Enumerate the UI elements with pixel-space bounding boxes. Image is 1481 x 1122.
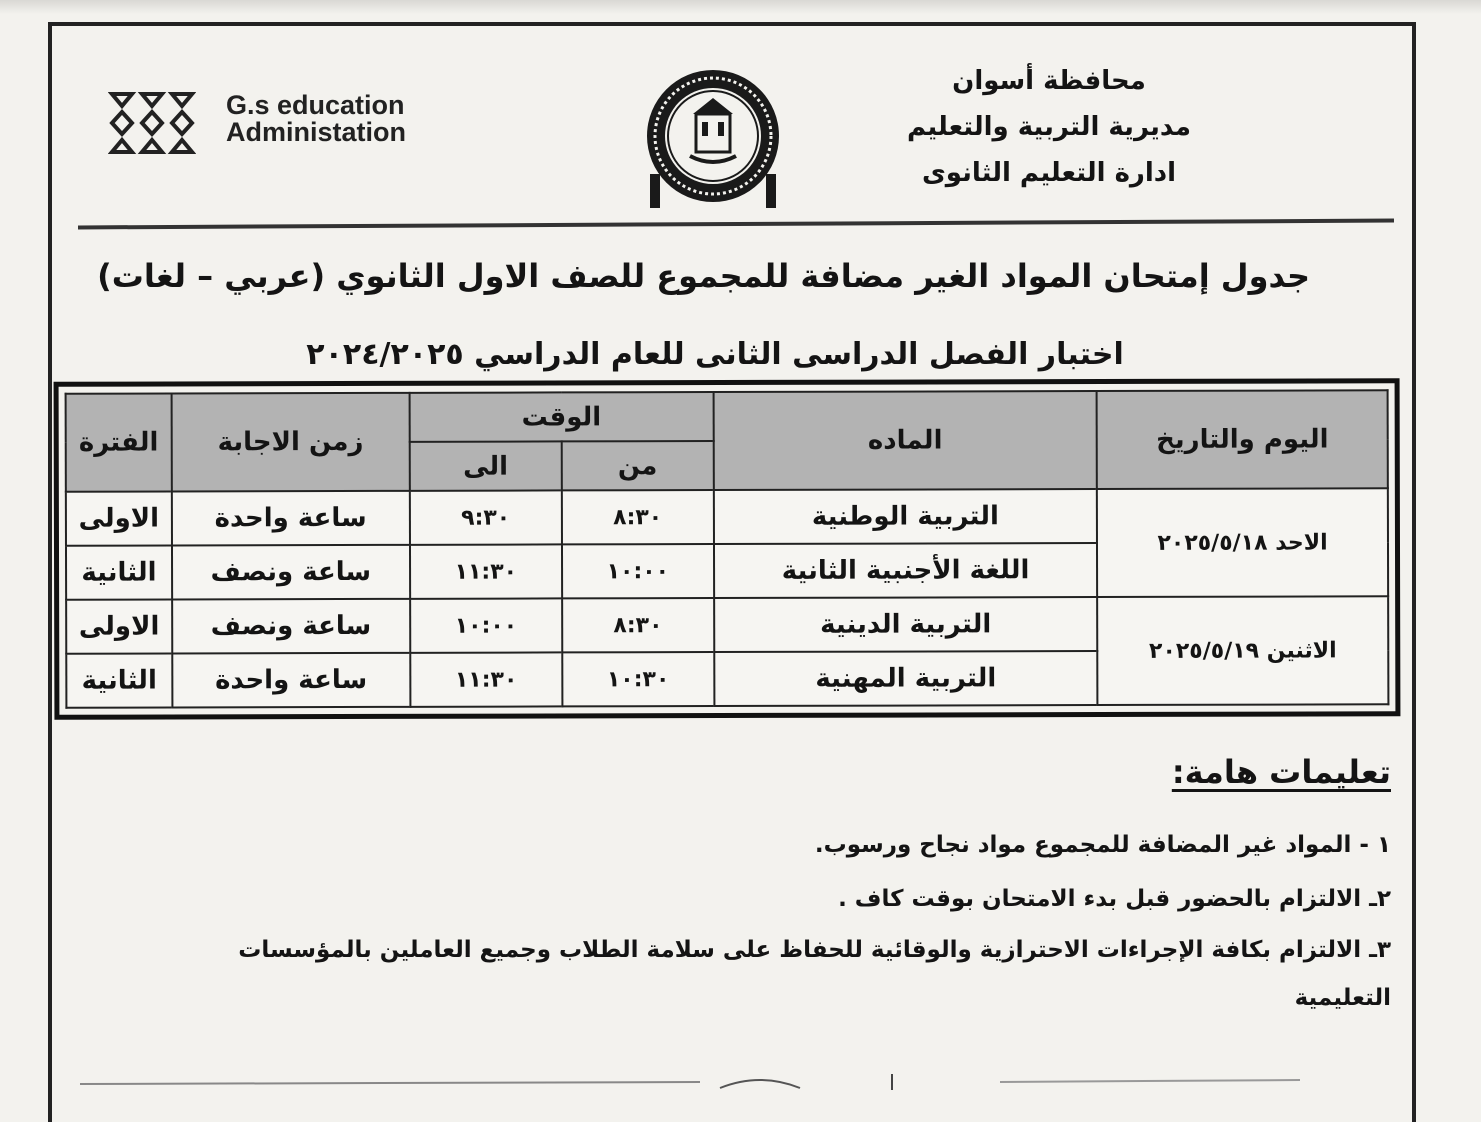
- brand-line-1: G.s education: [226, 90, 405, 120]
- header-period: الفترة: [66, 393, 172, 491]
- period-cell: الثانية: [66, 545, 172, 599]
- period-cell: الاولى: [66, 491, 172, 545]
- header-subject: الماده: [713, 391, 1097, 490]
- islamic-pattern-logo-icon: [108, 90, 196, 156]
- from-cell: ١٠:٣٠: [562, 652, 714, 706]
- from-cell: ١٠:٠٠: [562, 544, 714, 598]
- governorate-line: محافظة أسوان: [952, 66, 1146, 96]
- scan-edge: [0, 0, 1481, 14]
- table-header-row: [66, 390, 1388, 442]
- bottom-edge-marks: [0, 1070, 1481, 1090]
- to-cell: ١٠:٠٠: [410, 598, 562, 652]
- education-emblem-icon: [638, 64, 788, 214]
- schedule-table: [65, 389, 1390, 708]
- notes-list: [151, 818, 1391, 1022]
- to-cell: ٩:٣٠: [410, 490, 562, 544]
- period-cell: الاولى: [66, 599, 172, 653]
- directorate-line: مديرية التربية والتعليم: [906, 112, 1192, 142]
- subject-cell: التربية الوطنية: [714, 489, 1098, 544]
- notes-heading: تعليمات هامة:: [1171, 753, 1391, 791]
- to-cell: ١١:٣٠: [410, 652, 562, 706]
- subject-cell: اللغة الأجنبية الثانية: [714, 543, 1098, 598]
- day-date-cell: الاحد ٢٠٢٥/٥/١٨: [1097, 488, 1388, 597]
- document-subtitle: اختبار الفصل الدراسى الثانى للعام الدراسي ٢٠٢٤/٢٠٢٥: [306, 337, 1124, 372]
- note-item: ٢ـ الالتزام بالحضور قبل بدء الامتحان بوقت كاف .: [838, 886, 1391, 912]
- duration-cell: ساعة واحدة: [172, 653, 410, 708]
- table-row: [66, 488, 1388, 545]
- schedule-table-frame: [54, 378, 1401, 720]
- brand-line-2: Administation: [226, 117, 406, 147]
- period-cell: الثانية: [66, 653, 172, 707]
- duration-cell: ساعة ونصف: [172, 599, 410, 654]
- note-item: ١ - المواد غير المضافة للمجموع مواد نجاح ورسوب.: [814, 832, 1391, 858]
- brand-name: [226, 92, 406, 146]
- subject-cell: التربية المهنية: [714, 651, 1098, 706]
- issuer-header: [879, 58, 1219, 196]
- header-from: من: [561, 441, 713, 490]
- header-day-date: اليوم والتاريخ: [1097, 390, 1388, 489]
- to-cell: ١١:٣٠: [410, 544, 562, 598]
- duration-cell: ساعة ونصف: [172, 545, 410, 600]
- document-title: جدول إمتحان المواد الغير مضافة للمجموع للصف الاول الثانوي (عربي – لغات): [97, 257, 1310, 295]
- header-to: الى: [409, 441, 561, 490]
- header-duration: زمن الاجابة: [171, 393, 409, 492]
- department-line: ادارة التعليم الثانوى: [921, 158, 1177, 188]
- from-cell: ٨:٣٠: [562, 598, 714, 652]
- subject-cell: التربية الدينية: [714, 597, 1098, 652]
- day-date-cell: الاثنين ٢٠٢٥/٥/١٩: [1097, 596, 1388, 705]
- note-item: ٣ـ الالتزام بكافة الإجراءات الاحترازية والوقائية للحفاظ على سلامة الطلاب وجميع العاملين بالمؤسسات التعليمية: [238, 937, 1391, 1011]
- table-row: [66, 596, 1388, 653]
- header-time: الوقت: [409, 392, 713, 442]
- from-cell: ٨:٣٠: [562, 490, 714, 544]
- duration-cell: ساعة واحدة: [172, 491, 410, 546]
